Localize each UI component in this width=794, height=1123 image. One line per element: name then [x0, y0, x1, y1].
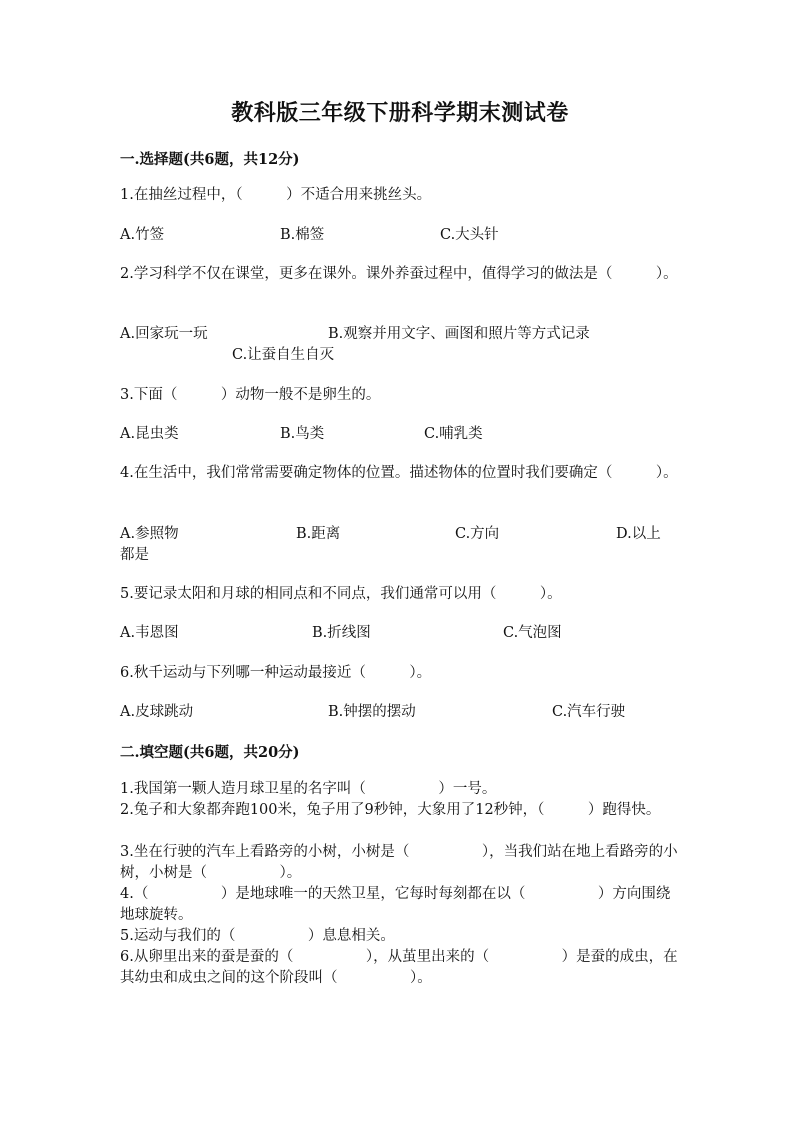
option-a: A.参照物 — [120, 526, 179, 542]
question-2-options-line2 — [120, 345, 680, 366]
option-c: C.哺乳类 — [424, 426, 483, 442]
option-b: B.观察并用文字、画图和照片等方式记录 — [328, 326, 590, 342]
question-3-options — [120, 424, 680, 445]
option-c: C.大头针 — [440, 227, 499, 243]
option-b: B.鸟类 — [280, 426, 325, 442]
option-c: C.方向 — [455, 526, 500, 542]
option-c: C.汽车行驶 — [552, 704, 626, 720]
fill-item-4: 4.（ ）是地球唯一的天然卫星，它每时每刻都在以（ ）方向围绕地球旋转。 — [120, 886, 671, 923]
section-heading-fill-blank: 二.填空题(共6题，共20分) — [120, 744, 300, 761]
fill-item-6: 6.从卵里出来的蚕是蚕的（ ），从茧里出来的（ ）是蚕的成虫，在其幼虫和成虫之间的这个阶段叫（ ）。 — [120, 949, 678, 986]
fill-item-5: 5.运动与我们的（ ）息息相关。 — [120, 928, 395, 944]
fill-item-2: 2.兔子和大象都奔跑100米，兔子用了9秒钟，大象用了12秒钟，（ ）跑得快。 — [120, 802, 661, 818]
option-c: C.让蚕自生自灭 — [232, 347, 335, 363]
option-a: A.皮球跳动 — [120, 704, 194, 720]
option-a: A.回家玩一玩 — [120, 326, 208, 342]
question-5: 5.要记录太阳和月球的相同点和不同点，我们通常可以用（ ）。 — [120, 586, 562, 602]
question-2-options — [120, 324, 680, 345]
question-5-options — [120, 623, 680, 644]
fill-item-1: 1.我国第一颗人造月球卫星的名字叫（ ）一号。 — [120, 781, 497, 797]
option-b: B.折线图 — [312, 625, 371, 641]
option-a: A.韦恩图 — [120, 625, 179, 641]
fill-item-3: 3.坐在行驶的汽车上看路旁的小树，小树是（ ），当我们站在地上看路旁的小树，小树是（ ）。 — [120, 844, 678, 881]
option-d-continued: 都是 — [120, 547, 149, 563]
exam-title: 教科版三年级下册科学期末测试卷 — [231, 100, 569, 126]
question-3: 3.下面（ ）动物一般不是卵生的。 — [120, 387, 381, 403]
option-b: B.钟摆的摆动 — [328, 704, 416, 720]
question-1-options — [120, 225, 680, 246]
option-c: C.气泡图 — [503, 625, 562, 641]
question-6-options — [120, 702, 680, 723]
option-a: A.竹签 — [120, 227, 165, 243]
question-4-options-line2 — [120, 545, 680, 566]
question-1: 1.在抽丝过程中，（ ）不适合用来挑丝头。 — [120, 187, 432, 203]
question-2: 2.学习科学不仅在课堂，更多在课外。课外养蚕过程中，值得学习的做法是（ ）。 — [120, 266, 678, 282]
section-heading-choice: 一.选择题(共6题，共12分) — [120, 151, 300, 168]
option-d: D.以上 — [616, 526, 661, 542]
option-b: B.棉签 — [280, 227, 325, 243]
option-b: B.距离 — [296, 526, 341, 542]
option-a: A.昆虫类 — [120, 426, 179, 442]
question-6: 6.秋千运动与下列哪一种运动最接近（ ）。 — [120, 665, 432, 681]
question-4-options — [120, 524, 680, 545]
question-4: 4.在生活中，我们常常需要确定物体的位置。描述物体的位置时我们要确定（ ）。 — [120, 465, 678, 481]
